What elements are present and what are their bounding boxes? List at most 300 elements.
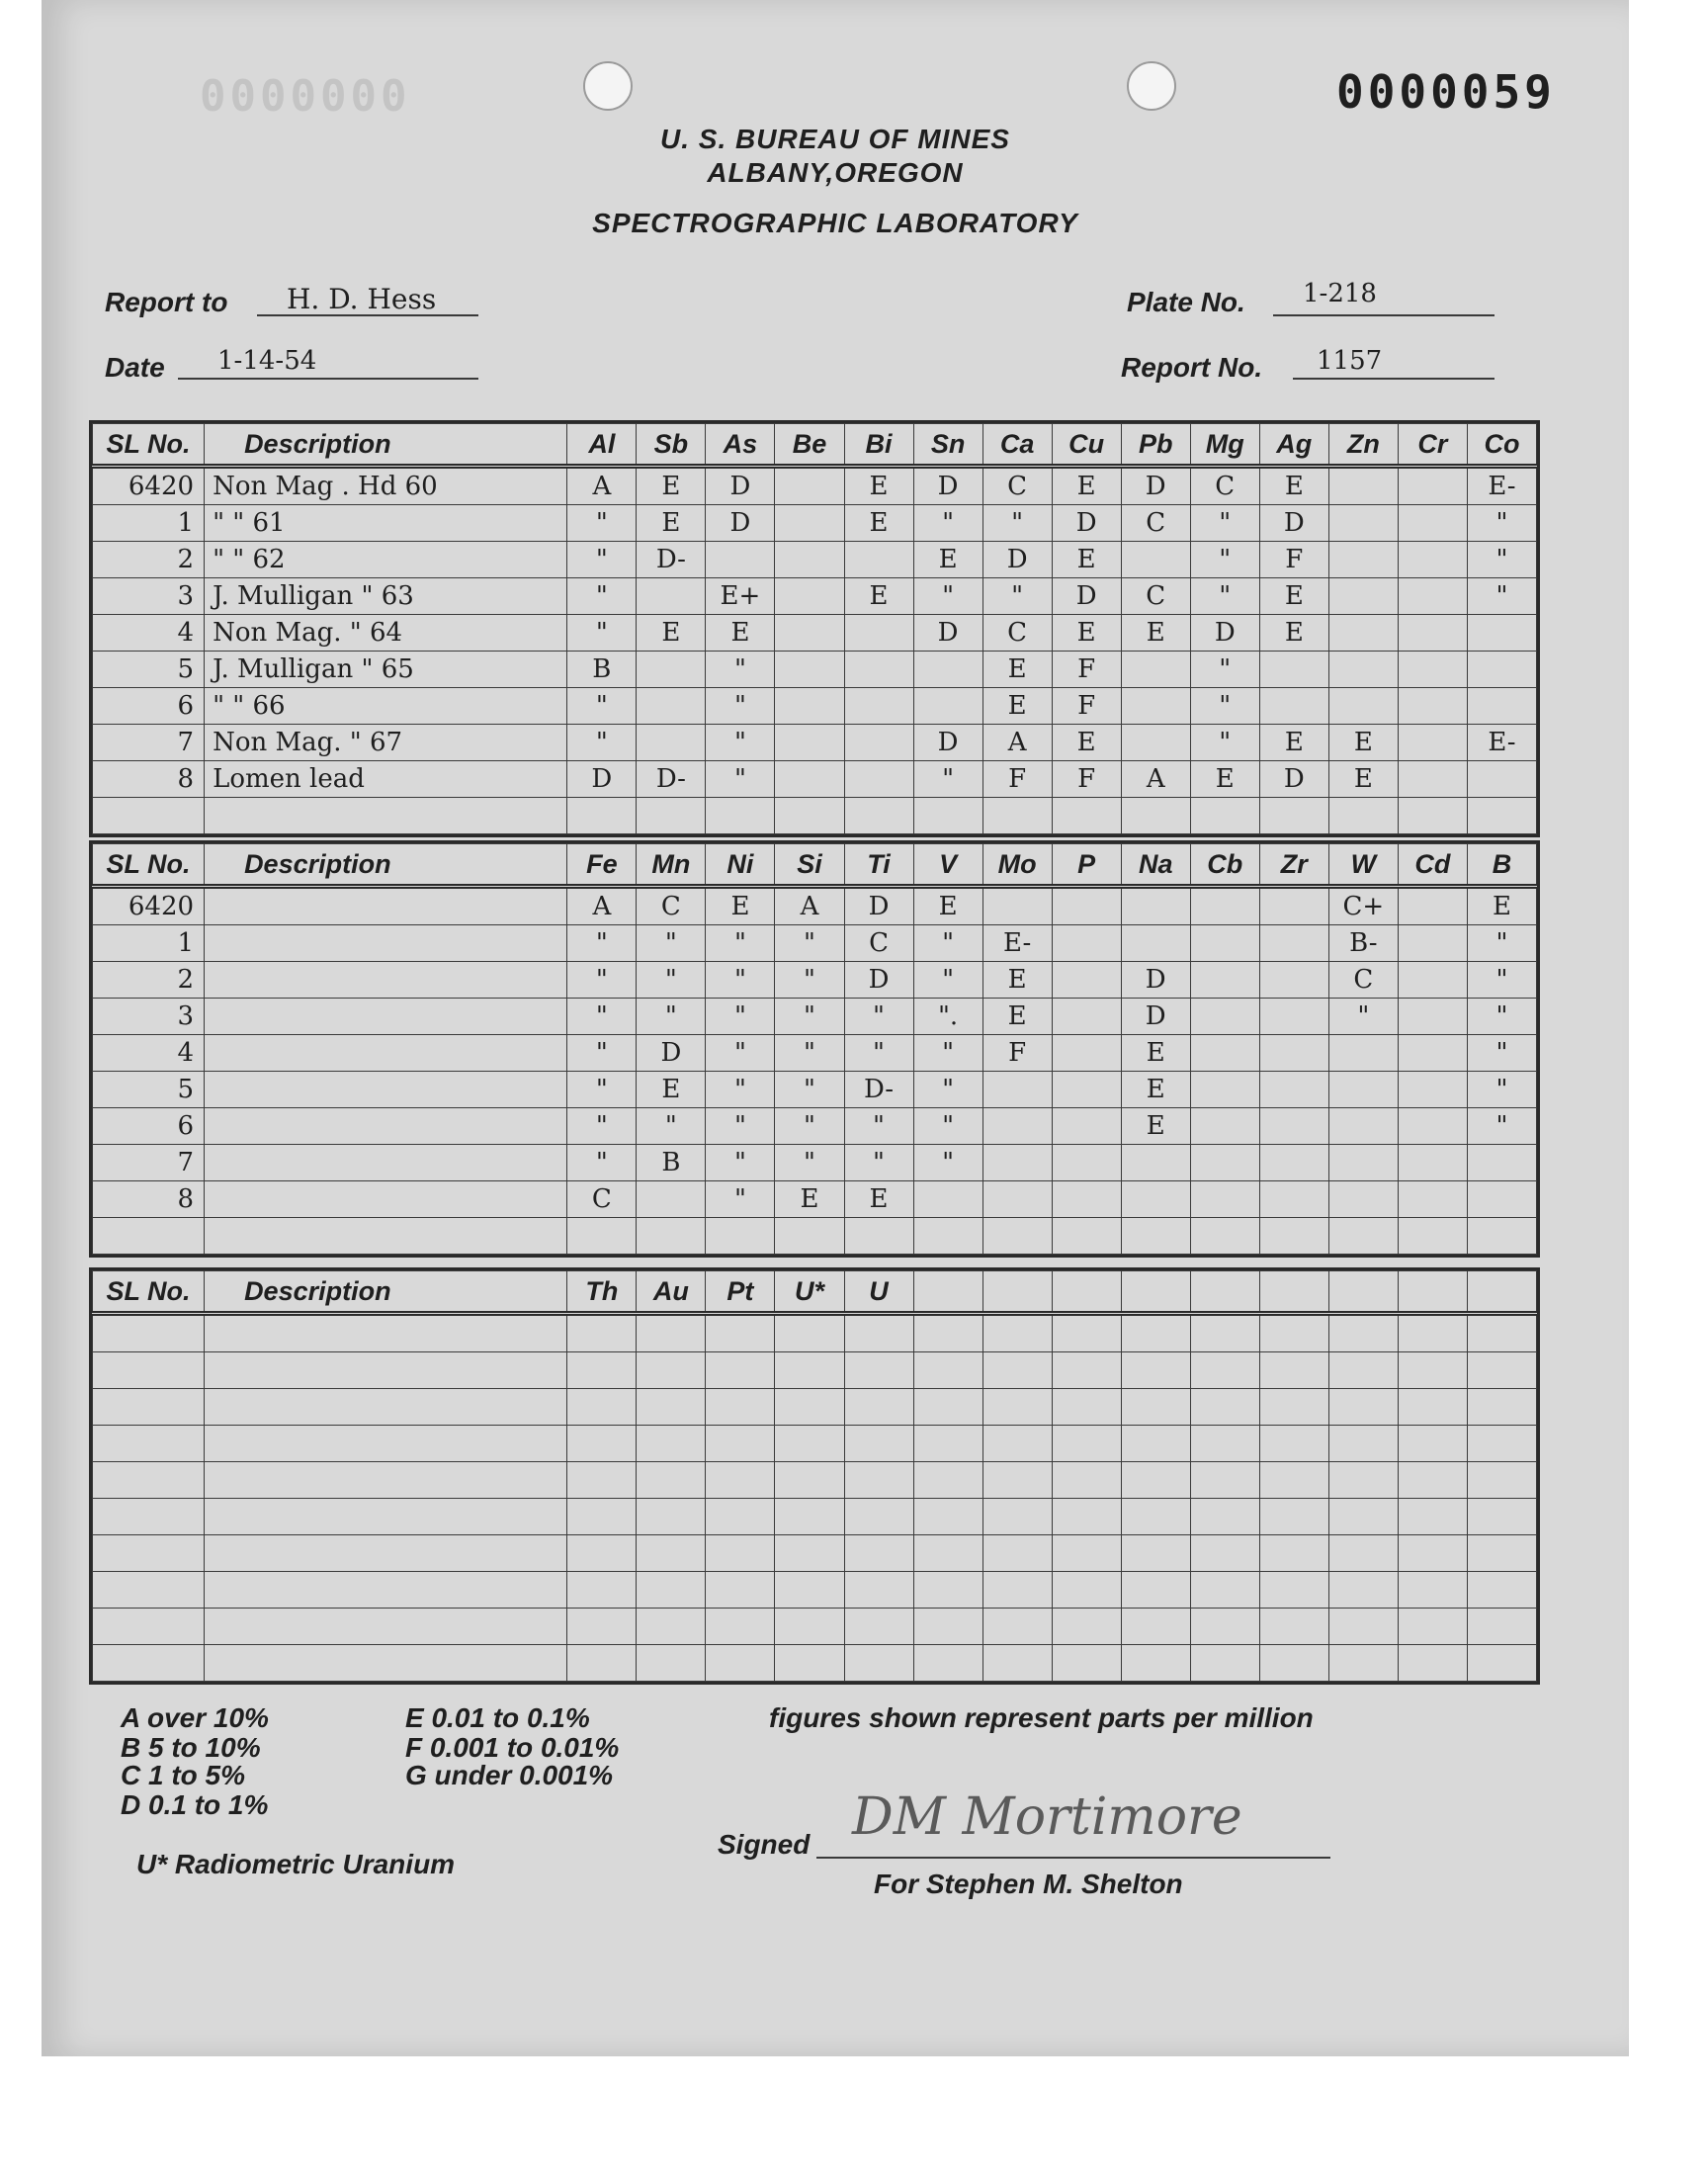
element-grade: ": [1467, 578, 1536, 615]
element-header: Si: [775, 844, 844, 887]
empty-cell: [1190, 1645, 1259, 1682]
sample-description: [205, 1218, 567, 1255]
element-grade: B-: [1328, 925, 1398, 962]
element-grade: [1259, 1218, 1328, 1255]
empty-cell: [93, 1462, 205, 1499]
ppm-note: figures shown represent parts per million: [769, 1702, 1314, 1733]
element-grade: [1398, 1108, 1467, 1145]
element-grade: ": [637, 925, 706, 962]
empty-cell: [775, 1572, 844, 1609]
element-grade: [775, 798, 844, 834]
element-grade: [1467, 1181, 1536, 1218]
signed-label: Signed: [718, 1829, 811, 1860]
element-grade: [1398, 925, 1467, 962]
element-header: Sb: [637, 424, 706, 467]
element-grade: A: [775, 887, 844, 925]
empty-cell: [913, 1499, 982, 1535]
empty-cell: [844, 1499, 913, 1535]
element-grade: E: [1052, 615, 1121, 652]
plate-label: Plate No.: [1127, 287, 1245, 317]
empty-cell: [93, 1389, 205, 1426]
element-grade: ": [844, 999, 913, 1035]
sample-number: 3: [93, 999, 205, 1035]
element-grade: [1328, 615, 1398, 652]
empty-cell: [1259, 1314, 1328, 1352]
sample-description: J. Mulligan " 65: [205, 652, 567, 688]
element-grade: ": [913, 505, 982, 542]
element-grade: [844, 761, 913, 798]
empty-cell: [844, 1645, 913, 1682]
sample-number: 8: [93, 1181, 205, 1218]
legend-a: A over 10%: [121, 1702, 269, 1733]
sample-description: [205, 962, 567, 999]
element-grade: [1052, 999, 1121, 1035]
element-grade: E: [1121, 1108, 1190, 1145]
agency-name: U. S. BUREAU OF MINES: [660, 124, 1010, 154]
sample-description: [205, 1108, 567, 1145]
empty-cell: [913, 1389, 982, 1426]
empty-cell: [1259, 1352, 1328, 1389]
element-grade: A: [567, 467, 637, 505]
table-row: [93, 505, 1537, 542]
table-row: [93, 578, 1537, 615]
element-grade: E: [1259, 578, 1328, 615]
sample-number: 5: [93, 652, 205, 688]
element-grade: E: [1259, 467, 1328, 505]
element-grade: [1398, 798, 1467, 834]
sample-description: " " 66: [205, 688, 567, 725]
sample-number: 6: [93, 688, 205, 725]
empty-cell: [982, 1535, 1052, 1572]
empty-cell: [844, 1352, 913, 1389]
element-grade: ": [1467, 1108, 1536, 1145]
element-grade: [1190, 1072, 1259, 1108]
empty-cell: [1121, 1389, 1190, 1426]
table-row: [93, 1072, 1537, 1108]
table-row: [93, 1609, 1537, 1645]
element-grade: [1190, 1181, 1259, 1218]
empty-cell: [1121, 1499, 1190, 1535]
element-grade: [1398, 467, 1467, 505]
table-row: [93, 688, 1537, 725]
sample-description: " " 61: [205, 505, 567, 542]
empty-cell: [1328, 1535, 1398, 1572]
element-grade: E-: [1467, 467, 1536, 505]
empty-cell: [1259, 1499, 1328, 1535]
element-header: U*: [775, 1271, 844, 1314]
element-grade: F: [1052, 652, 1121, 688]
sl-no-header: SL No.: [93, 844, 205, 887]
element-header: Co: [1467, 424, 1536, 467]
description-header: Description: [205, 844, 567, 887]
empty-cell: [567, 1645, 637, 1682]
empty-cell: [567, 1314, 637, 1352]
report-no-line: [1293, 378, 1494, 380]
element-grade: E: [1328, 725, 1398, 761]
element-grade: [1398, 761, 1467, 798]
element-header: Cr: [1398, 424, 1467, 467]
sample-number: 8: [93, 761, 205, 798]
element-grade: ": [775, 962, 844, 999]
sample-number: 1: [93, 505, 205, 542]
element-grade: E: [1259, 725, 1328, 761]
element-grade: ": [706, 761, 775, 798]
element-grade: E: [706, 615, 775, 652]
agency-location: ALBANY,OREGON: [707, 157, 964, 188]
element-grade: ": [567, 962, 637, 999]
element-grade: ": [775, 925, 844, 962]
element-grade: [913, 1218, 982, 1255]
empty-cell: [1328, 1389, 1398, 1426]
element-grade: [982, 798, 1052, 834]
empty-cell: [706, 1535, 775, 1572]
table-row: [93, 1145, 1537, 1181]
table-row: [93, 1035, 1537, 1072]
sample-description: [205, 999, 567, 1035]
empty-cell: [982, 1426, 1052, 1462]
table-row: [93, 1426, 1537, 1462]
empty-cell: [706, 1314, 775, 1352]
element-grade: D: [844, 887, 913, 925]
empty-cell: [1052, 1352, 1121, 1389]
element-grade: E: [844, 467, 913, 505]
element-grade: [913, 688, 982, 725]
sample-description: [205, 1145, 567, 1181]
empty-cell: [913, 1314, 982, 1352]
element-grade: [1190, 999, 1259, 1035]
element-header: Cb: [1190, 844, 1259, 887]
element-grade: [1190, 887, 1259, 925]
element-grade: ".: [913, 999, 982, 1035]
empty-cell: [205, 1572, 567, 1609]
element-grade: C: [567, 1181, 637, 1218]
table-row: [93, 467, 1537, 505]
element-grade: E-: [982, 925, 1052, 962]
element-grade: ": [567, 688, 637, 725]
element-grade: E: [637, 467, 706, 505]
element-grade: [1328, 688, 1398, 725]
empty-cell: [637, 1352, 706, 1389]
element-grade: ": [1467, 1035, 1536, 1072]
empty-cell: [205, 1389, 567, 1426]
empty-cell: [1121, 1426, 1190, 1462]
empty-cell: [1121, 1645, 1190, 1682]
element-grade: [1052, 1072, 1121, 1108]
sl-no-header: SL No.: [93, 1271, 205, 1314]
element-header: Be: [775, 424, 844, 467]
table-row: [93, 887, 1537, 925]
table-row: [93, 798, 1537, 834]
sample-description: [205, 887, 567, 925]
empty-cell: [205, 1645, 567, 1682]
element-grade: [1398, 505, 1467, 542]
sample-number: 6420: [93, 887, 205, 925]
empty-cell: [567, 1535, 637, 1572]
element-grade: D: [706, 505, 775, 542]
element-grade: ": [913, 1035, 982, 1072]
empty-cell: [637, 1535, 706, 1572]
element-grade: ": [567, 725, 637, 761]
description-header: Description: [205, 424, 567, 467]
element-grade: E: [1052, 725, 1121, 761]
empty-cell: [1259, 1609, 1328, 1645]
table-row: [93, 542, 1537, 578]
element-grade: [1398, 1218, 1467, 1255]
date-value: 1-14-54: [217, 346, 317, 376]
element-grade: ": [775, 999, 844, 1035]
table-row: [93, 1499, 1537, 1535]
empty-cell: [913, 1352, 982, 1389]
element-grade: [1328, 1035, 1398, 1072]
element-grade: [1398, 999, 1467, 1035]
empty-cell: [93, 1314, 205, 1352]
element-grade: [1398, 1181, 1467, 1218]
element-grade: [1398, 1072, 1467, 1108]
element-grade: [1398, 1145, 1467, 1181]
empty-cell: [1052, 1314, 1121, 1352]
element-grade: [1052, 1035, 1121, 1072]
element-header: Cd: [1398, 844, 1467, 887]
element-grade: ": [1467, 999, 1536, 1035]
empty-cell: [1467, 1462, 1536, 1499]
empty-cell: [982, 1462, 1052, 1499]
empty-cell: [1467, 1535, 1536, 1572]
element-grade: [844, 725, 913, 761]
element-grade: [1398, 652, 1467, 688]
element-grade: ": [567, 999, 637, 1035]
element-grade: [1259, 1181, 1328, 1218]
empty-cell: [1190, 1572, 1259, 1609]
element-grade: E: [637, 505, 706, 542]
empty-cell: [982, 1645, 1052, 1682]
element-grade: [1190, 798, 1259, 834]
element-grade: E: [982, 688, 1052, 725]
element-grade: [1121, 1181, 1190, 1218]
element-header: [1121, 1271, 1190, 1314]
element-grade: [1259, 1108, 1328, 1145]
empty-cell: [913, 1572, 982, 1609]
handwritten-signature: DM Mortimore: [852, 1787, 1242, 1847]
element-grade: ": [567, 505, 637, 542]
empty-cell: [775, 1645, 844, 1682]
element-grade: ": [913, 578, 982, 615]
empty-cell: [1328, 1499, 1398, 1535]
element-grade: [913, 798, 982, 834]
table-row: [93, 962, 1537, 999]
element-grade: E: [637, 615, 706, 652]
empty-cell: [567, 1352, 637, 1389]
empty-cell: [1052, 1426, 1121, 1462]
empty-cell: [1398, 1389, 1467, 1426]
empty-cell: [1052, 1645, 1121, 1682]
element-header: Ag: [1259, 424, 1328, 467]
element-grade: A: [1121, 761, 1190, 798]
element-grade: ": [706, 1035, 775, 1072]
element-grade: [982, 1145, 1052, 1181]
element-grade: [1259, 925, 1328, 962]
empty-cell: [913, 1462, 982, 1499]
empty-cell: [1121, 1572, 1190, 1609]
empty-cell: [706, 1389, 775, 1426]
element-table-2: [89, 840, 1540, 1258]
element-grade: E: [982, 999, 1052, 1035]
element-grade: [775, 688, 844, 725]
empty-cell: [982, 1609, 1052, 1645]
element-grade: [637, 1181, 706, 1218]
sample-number: 5: [93, 1072, 205, 1108]
empty-cell: [706, 1352, 775, 1389]
element-grade: [982, 1072, 1052, 1108]
element-grade: [1190, 1218, 1259, 1255]
signature-line: [816, 1857, 1330, 1859]
element-grade: [775, 578, 844, 615]
element-grade: D: [1259, 761, 1328, 798]
element-header: P: [1052, 844, 1121, 887]
element-grade: [1467, 798, 1536, 834]
empty-cell: [93, 1426, 205, 1462]
element-header: Ni: [706, 844, 775, 887]
empty-cell: [1190, 1426, 1259, 1462]
empty-cell: [1467, 1389, 1536, 1426]
element-header: Pb: [1121, 424, 1190, 467]
element-grade: [1398, 688, 1467, 725]
legend-f: F 0.001 to 0.01%: [405, 1732, 620, 1763]
element-grade: E: [1190, 761, 1259, 798]
element-grade: ": [1190, 725, 1259, 761]
element-grade: [1259, 798, 1328, 834]
element-grade: ": [706, 925, 775, 962]
element-grade: D: [567, 761, 637, 798]
element-grade: ": [706, 688, 775, 725]
element-grade: [1467, 652, 1536, 688]
element-grade: D: [1190, 615, 1259, 652]
element-grade: ": [567, 1108, 637, 1145]
element-grade: ": [567, 1072, 637, 1108]
element-header: [1328, 1271, 1398, 1314]
element-grade: [1052, 1145, 1121, 1181]
element-grade: ": [567, 1145, 637, 1181]
element-grade: E: [1052, 542, 1121, 578]
element-grade: C+: [1328, 887, 1398, 925]
element-grade: C: [982, 467, 1052, 505]
empty-cell: [775, 1314, 844, 1352]
element-grade: B: [637, 1145, 706, 1181]
empty-cell: [1052, 1462, 1121, 1499]
element-grade: E+: [706, 578, 775, 615]
element-grade: ": [844, 1145, 913, 1181]
element-grade: F: [1259, 542, 1328, 578]
empty-cell: [706, 1462, 775, 1499]
element-grade: [1259, 1072, 1328, 1108]
date-label: Date: [105, 352, 165, 383]
sample-number: 3: [93, 578, 205, 615]
empty-cell: [982, 1572, 1052, 1609]
empty-cell: [567, 1609, 637, 1645]
element-grade: ": [775, 1035, 844, 1072]
ghost-number: 0000000: [200, 71, 411, 122]
empty-cell: [1190, 1462, 1259, 1499]
empty-cell: [93, 1352, 205, 1389]
element-grade: ": [706, 1108, 775, 1145]
element-grade: [637, 798, 706, 834]
empty-cell: [93, 1499, 205, 1535]
element-grade: ": [567, 1035, 637, 1072]
element-header: W: [1328, 844, 1398, 887]
sample-description: [205, 1072, 567, 1108]
element-grade: [775, 761, 844, 798]
element-grade: ": [775, 1145, 844, 1181]
empty-cell: [1328, 1314, 1398, 1352]
date-line: [178, 378, 478, 380]
element-grade: D: [637, 1035, 706, 1072]
empty-cell: [1398, 1426, 1467, 1462]
element-grade: D: [1052, 505, 1121, 542]
element-grade: D: [1052, 578, 1121, 615]
element-grade: ": [1467, 505, 1536, 542]
empty-cell: [567, 1389, 637, 1426]
empty-cell: [1121, 1352, 1190, 1389]
document-number: 0000059: [1336, 65, 1556, 119]
element-grade: [775, 467, 844, 505]
empty-cell: [706, 1609, 775, 1645]
table-row: [93, 1181, 1537, 1218]
empty-cell: [844, 1426, 913, 1462]
element-grade: ": [706, 1145, 775, 1181]
table-row: [93, 1218, 1537, 1255]
empty-cell: [1398, 1314, 1467, 1352]
empty-cell: [1121, 1314, 1190, 1352]
element-grade: E: [637, 1072, 706, 1108]
empty-cell: [844, 1314, 913, 1352]
element-header: [1467, 1271, 1536, 1314]
element-grade: ": [1190, 578, 1259, 615]
element-grade: [1121, 725, 1190, 761]
empty-cell: [1467, 1572, 1536, 1609]
element-grade: [1467, 761, 1536, 798]
element-grade: [1328, 1218, 1398, 1255]
sample-number: 4: [93, 1035, 205, 1072]
element-grade: ": [913, 1145, 982, 1181]
element-grade: [637, 578, 706, 615]
element-grade: E: [1121, 1035, 1190, 1072]
report-no-value: 1157: [1317, 346, 1383, 376]
empty-cell: [637, 1426, 706, 1462]
element-grade: [1121, 1218, 1190, 1255]
element-grade: [567, 798, 637, 834]
empty-cell: [1328, 1426, 1398, 1462]
report-to-value: H. D. Hess: [287, 283, 437, 315]
element-grade: [1328, 467, 1398, 505]
element-grade: F: [1052, 761, 1121, 798]
sample-description: [205, 798, 567, 834]
empty-cell: [1328, 1462, 1398, 1499]
report-no-label: Report No.: [1121, 352, 1263, 383]
element-header: As: [706, 424, 775, 467]
element-grade: [844, 688, 913, 725]
element-grade: E: [844, 1181, 913, 1218]
lab-name: SPECTROGRAPHIC LABORATORY: [592, 208, 1078, 238]
legend-b: B 5 to 10%: [121, 1732, 261, 1763]
empty-cell: [775, 1499, 844, 1535]
element-grade: [1190, 1145, 1259, 1181]
sample-description: J. Mulligan " 63: [205, 578, 567, 615]
element-grade: ": [913, 1108, 982, 1145]
element-grade: [775, 725, 844, 761]
element-grade: [1398, 887, 1467, 925]
empty-cell: [706, 1645, 775, 1682]
element-grade: [1052, 798, 1121, 834]
empty-cell: [1328, 1352, 1398, 1389]
